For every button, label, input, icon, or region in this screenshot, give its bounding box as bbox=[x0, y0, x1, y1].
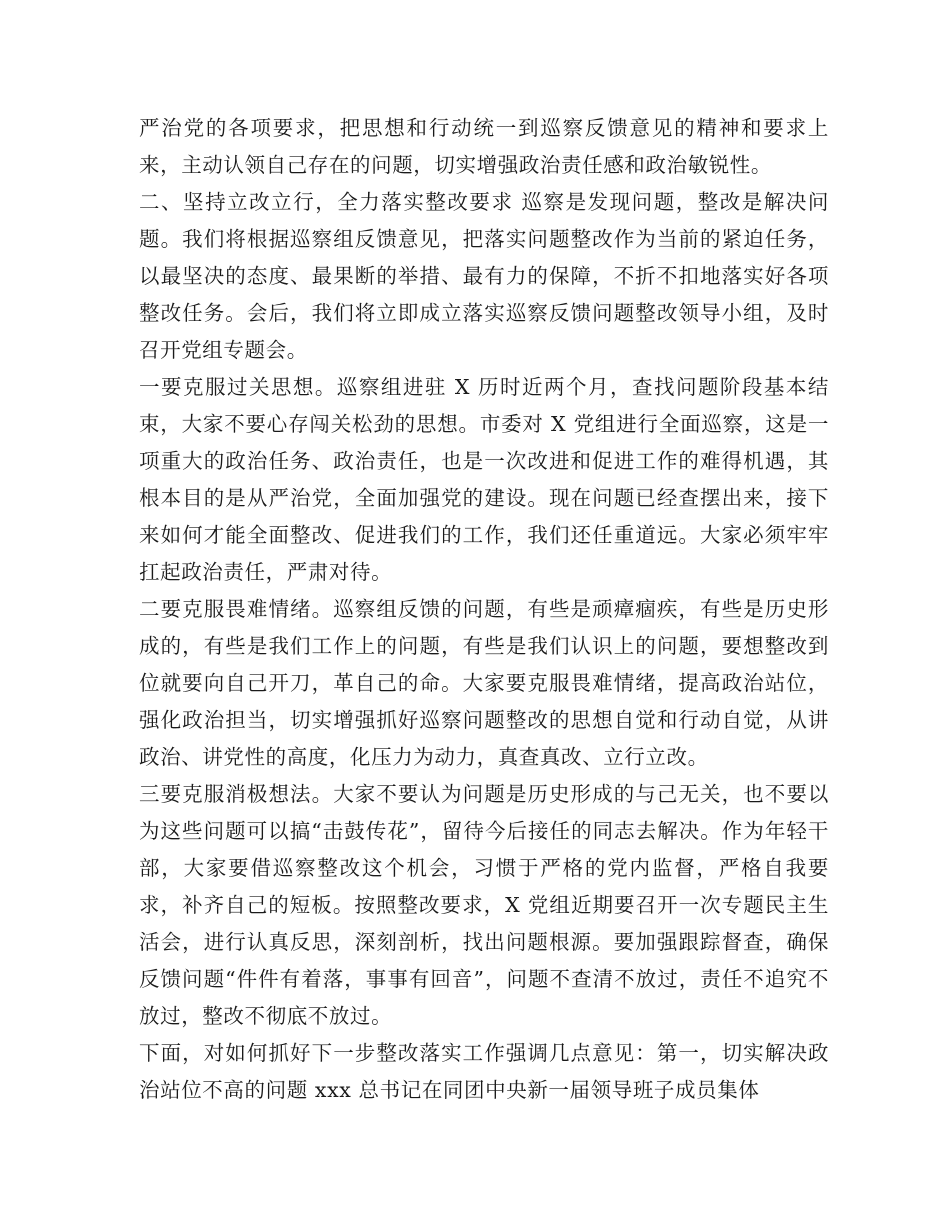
paragraph-4: 二要克服畏难情绪。巡察组反馈的问题，有些是顽瘴痼疾，有些是历史形成的，有些是我们工作上的问题，有些是我们认识上的问题，要想整改到位就要向自己开刀，革自己的命。大家要克服畏难情绪，提高政治站位，强化政治担当，切实增强抓好巡察问题整改的思想自觉和行动自觉，从讲政治、讲党性的高度，化压力为动力，真查真改、立行立改。 bbox=[139, 597, 829, 769]
paragraph-3: 一要克服过关思想。巡察组进驻 X 历时近两个月，查找问题阶段基本结束，大家不要心存闯关松劲的思想。市委对 X 党组进行全面巡察，这是一项重大的政治任务、政治责任，也是一次改进和促进工作的难得机遇，其根本目的是从严治党，全面加强党的建设。现在问题已经查摆出来，接下来如何才能全面整改、促进我们的工作，我们还任重道远。大家必须牢牢扛起政治责任，严肃对待。 bbox=[139, 375, 829, 584]
paragraph-1: 严治党的各项要求，把思想和行动统一到巡察反馈意见的精神和要求上来，主动认领自己存在的问题，切实增强政治责任感和政治敏锐性。 bbox=[139, 116, 829, 177]
paragraph-6: 下面，对如何抓好下一步整改落实工作强调几点意见：第一，切实解决政治站位不高的问题 xxx 总书记在同团中央新一届领导班子成员集体 bbox=[139, 1041, 829, 1102]
paragraph-2: 二、坚持立改立行，全力落实整改要求 巡察是发现问题，整改是解决问题。我们将根据巡察组反馈意见，把落实问题整改作为当前的紧迫任务，以最坚决的态度、最果断的举措、最有力的保障，不折不扣地落实好各项整改任务。会后，我们将立即成立落实巡察反馈问题整改领导小组，及时召开党组专题会。 bbox=[139, 190, 829, 362]
document-body bbox=[139, 110, 829, 1109]
paragraph-5: 三要克服消极想法。大家不要认为问题是历史形成的与己无关，也不要以为这些问题可以搞“击鼓传花”，留待今后接任的同志去解决。作为年轻干部，大家要借巡察整改这个机会，习惯于严格的党内监督，严格自我要求，补齐自己的短板。按照整改要求，X 党组近期要召开一次专题民主生活会，进行认真反思，深刻剖析，找出问题根源。要加强跟踪督查，确保反馈问题“件件有着落，事事有回音”，问题不查清不放过，责任不追究不放过，整改不彻底不放过。 bbox=[139, 782, 829, 1028]
